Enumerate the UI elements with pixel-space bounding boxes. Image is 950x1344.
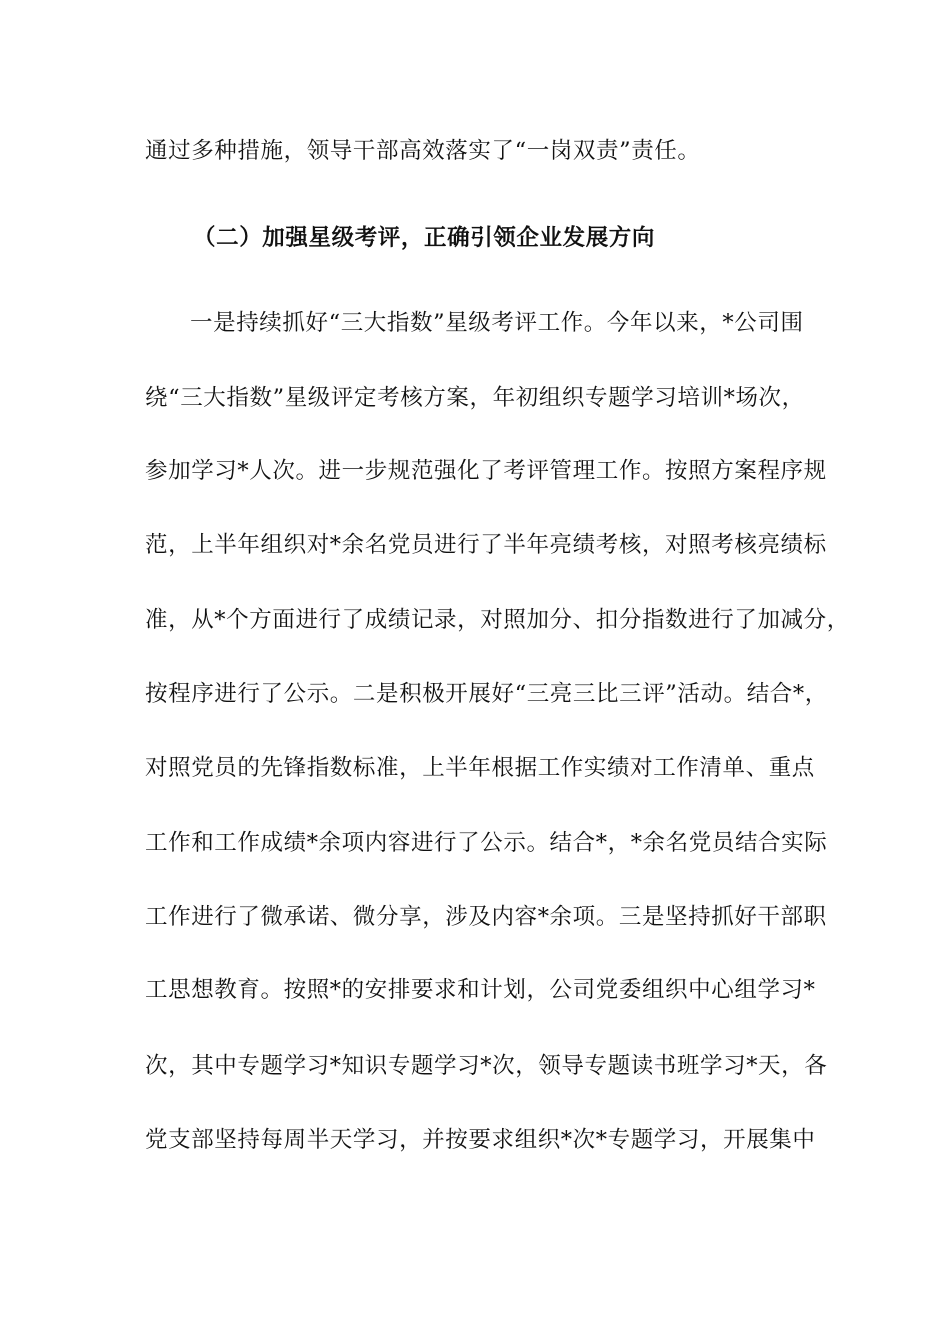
section-heading: （二）加强星级考评，正确引领企业发展方向 — [193, 225, 656, 251]
paragraph-line: 工思想教育。按照*的安排要求和计划，公司党委组织中心组学习* — [145, 977, 816, 1003]
paragraph-line: 工作和工作成绩*余项内容进行了公示。结合*，*余名党员结合实际 — [145, 830, 828, 856]
paragraph-line: 通过多种措施，领导干部高效落实了“一岗双责”责任。 — [145, 138, 701, 164]
paragraph-line: 准，从*个方面进行了成绩记录，对照加分、扣分指数进行了加减分， — [145, 607, 850, 633]
paragraph-line: 工作进行了微承诺、微分享，涉及内容*余项。三是坚持抓好干部职 — [145, 904, 827, 930]
paragraph-line: 次，其中专题学习*知识专题学习*次，领导专题读书班学习*天，各 — [145, 1053, 828, 1079]
paragraph-line: 对照党员的先锋指数标准，上半年根据工作实绩对工作清单、重点 — [145, 755, 815, 781]
paragraph-line: 范，上半年组织对*余名党员进行了半年亮绩考核，对照考核亮绩标 — [145, 532, 827, 558]
paragraph-line: 党支部坚持每周半天学习，并按要求组织*次*专题学习，开展集中 — [145, 1127, 816, 1153]
paragraph-line: 一是持续抓好“三大指数”星级考评工作。今年以来，*公司围 — [190, 310, 804, 336]
paragraph-line: 按程序进行了公示。二是积极开展好“三亮三比三评”活动。结合*， — [145, 681, 828, 707]
paragraph-line: 参加学习*人次。进一步规范强化了考评管理工作。按照方案程序规 — [145, 458, 827, 484]
paragraph-line: 绕“三大指数”星级评定考核方案，年初组织专题学习培训*场次， — [145, 385, 805, 411]
